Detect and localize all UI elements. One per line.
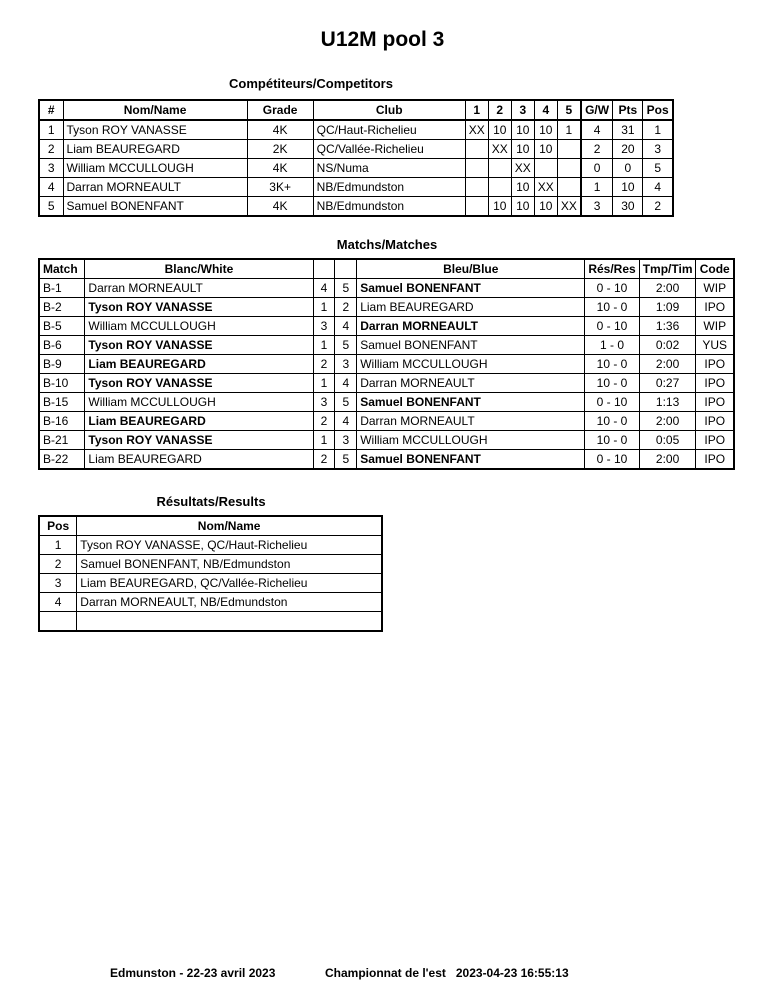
competitor-cell: 10 bbox=[534, 140, 557, 159]
match-time: 2:00 bbox=[639, 450, 696, 470]
competitor-cell: 0 bbox=[581, 159, 613, 178]
column-header bbox=[313, 259, 335, 279]
match-code: YUS bbox=[696, 336, 734, 355]
white-number: 2 bbox=[313, 412, 335, 431]
competitor-cell: 30 bbox=[613, 197, 643, 217]
match-result: 10 - 0 bbox=[585, 431, 639, 450]
competitor-cell: XX bbox=[557, 197, 581, 217]
competitor-cell: 1 bbox=[557, 120, 581, 140]
competitors-heading: Compétiteurs/Competitors bbox=[229, 76, 393, 91]
match-id: B-10 bbox=[39, 374, 85, 393]
blue-number: 4 bbox=[335, 412, 357, 431]
match-result: 0 - 10 bbox=[585, 393, 639, 412]
competitor-cell: 3K+ bbox=[247, 178, 313, 197]
competitor-cell bbox=[465, 197, 488, 217]
white-number: 3 bbox=[313, 393, 335, 412]
white-player: Darran MORNEAULT bbox=[85, 279, 313, 298]
competitor-cell: 10 bbox=[534, 120, 557, 140]
blue-number: 5 bbox=[335, 393, 357, 412]
column-header: Rés/Res bbox=[585, 259, 639, 279]
white-number: 2 bbox=[313, 450, 335, 470]
blue-number: 3 bbox=[335, 355, 357, 374]
blue-player: Samuel BONENFANT bbox=[357, 336, 585, 355]
match-id: B-1 bbox=[39, 279, 85, 298]
match-row bbox=[39, 336, 734, 355]
competitor-cell: 4K bbox=[247, 120, 313, 140]
result-name: Tyson ROY VANASSE, QC/Haut-Richelieu bbox=[77, 536, 382, 555]
competitor-cell: XX bbox=[465, 120, 488, 140]
footer-location: Edmunston - 22-23 avril 2023 bbox=[110, 966, 276, 980]
match-row bbox=[39, 298, 734, 317]
competitor-cell: 31 bbox=[613, 120, 643, 140]
match-row bbox=[39, 374, 734, 393]
match-id: B-6 bbox=[39, 336, 85, 355]
blue-player: Samuel BONENFANT bbox=[357, 393, 585, 412]
competitor-cell: Samuel BONENFANT bbox=[63, 197, 247, 217]
result-position: 2 bbox=[39, 555, 77, 574]
blue-player: William MCCULLOUGH bbox=[357, 431, 585, 450]
white-number: 4 bbox=[313, 279, 335, 298]
column-header: Grade bbox=[247, 100, 313, 120]
match-time: 1:13 bbox=[639, 393, 696, 412]
column-header: 1 bbox=[465, 100, 488, 120]
blue-number: 4 bbox=[335, 317, 357, 336]
blue-player: Darran MORNEAULT bbox=[357, 374, 585, 393]
matches-heading: Matchs/Matches bbox=[336, 237, 438, 252]
result-position: 1 bbox=[39, 536, 77, 555]
column-header: # bbox=[39, 100, 63, 120]
column-header bbox=[335, 259, 357, 279]
white-player: Tyson ROY VANASSE bbox=[85, 431, 313, 450]
competitor-row bbox=[39, 120, 673, 140]
competitor-cell: 10 bbox=[488, 120, 511, 140]
column-header: Blanc/White bbox=[85, 259, 313, 279]
competitor-cell bbox=[557, 178, 581, 197]
blue-number: 3 bbox=[335, 431, 357, 450]
competitor-cell: 10 bbox=[511, 120, 534, 140]
white-player: Tyson ROY VANASSE bbox=[85, 374, 313, 393]
match-row bbox=[39, 279, 734, 298]
column-header: Nom/Name bbox=[77, 516, 382, 536]
blue-player: Samuel BONENFANT bbox=[357, 279, 585, 298]
competitor-cell: Darran MORNEAULT bbox=[63, 178, 247, 197]
competitor-cell: 4 bbox=[581, 120, 613, 140]
match-id: B-9 bbox=[39, 355, 85, 374]
match-row bbox=[39, 393, 734, 412]
competitor-cell: 5 bbox=[643, 159, 673, 178]
competitor-cell: 1 bbox=[643, 120, 673, 140]
page-title: U12M pool 3 bbox=[320, 28, 445, 51]
match-row bbox=[39, 412, 734, 431]
competitor-cell: 10 bbox=[511, 178, 534, 197]
results-heading: Résultats/Results bbox=[156, 494, 266, 509]
white-number: 1 bbox=[313, 336, 335, 355]
match-row bbox=[39, 317, 734, 336]
match-time: 0:02 bbox=[639, 336, 696, 355]
result-name bbox=[77, 612, 382, 632]
match-result: 10 - 0 bbox=[585, 355, 639, 374]
result-row bbox=[39, 536, 382, 555]
match-result: 10 - 0 bbox=[585, 298, 639, 317]
competitor-cell: 2 bbox=[581, 140, 613, 159]
match-result: 0 - 10 bbox=[585, 317, 639, 336]
blue-number: 5 bbox=[335, 336, 357, 355]
white-number: 2 bbox=[313, 355, 335, 374]
footer-event: Championnat de l'est 2023-04-23 16:55:13 bbox=[325, 966, 569, 980]
match-result: 1 - 0 bbox=[585, 336, 639, 355]
competitor-cell: 2 bbox=[39, 140, 63, 159]
match-id: B-16 bbox=[39, 412, 85, 431]
white-player: Tyson ROY VANASSE bbox=[85, 298, 313, 317]
column-header: Nom/Name bbox=[63, 100, 247, 120]
match-code: IPO bbox=[696, 431, 734, 450]
white-player: Liam BEAUREGARD bbox=[85, 355, 313, 374]
competitor-cell bbox=[465, 140, 488, 159]
column-header: 5 bbox=[557, 100, 581, 120]
column-header: 2 bbox=[488, 100, 511, 120]
column-header: 3 bbox=[511, 100, 534, 120]
competitor-row bbox=[39, 197, 673, 217]
competitor-cell: NS/Numa bbox=[313, 159, 465, 178]
blue-player: William MCCULLOUGH bbox=[357, 355, 585, 374]
competitor-cell: XX bbox=[488, 140, 511, 159]
competitor-cell: QC/Haut-Richelieu bbox=[313, 120, 465, 140]
competitor-cell: 2 bbox=[643, 197, 673, 217]
result-row bbox=[39, 612, 382, 632]
blue-number: 5 bbox=[335, 279, 357, 298]
match-time: 1:09 bbox=[639, 298, 696, 317]
match-code: IPO bbox=[696, 393, 734, 412]
white-player: Tyson ROY VANASSE bbox=[85, 336, 313, 355]
match-row bbox=[39, 431, 734, 450]
white-number: 1 bbox=[313, 298, 335, 317]
match-result: 10 - 0 bbox=[585, 412, 639, 431]
column-header: Tmp/Tim bbox=[639, 259, 696, 279]
competitor-cell: QC/Vallée-Richelieu bbox=[313, 140, 465, 159]
competitor-cell: 4K bbox=[247, 159, 313, 178]
match-time: 2:00 bbox=[639, 279, 696, 298]
match-id: B-5 bbox=[39, 317, 85, 336]
white-number: 1 bbox=[313, 431, 335, 450]
match-result: 0 - 10 bbox=[585, 279, 639, 298]
match-code: IPO bbox=[696, 450, 734, 470]
match-code: WIP bbox=[696, 317, 734, 336]
column-header: Match bbox=[39, 259, 85, 279]
competitor-cell: 4 bbox=[39, 178, 63, 197]
competitor-cell: 0 bbox=[613, 159, 643, 178]
competitor-row bbox=[39, 178, 673, 197]
competitor-cell bbox=[465, 159, 488, 178]
matches-table bbox=[38, 258, 735, 470]
blue-player: Darran MORNEAULT bbox=[357, 317, 585, 336]
match-id: B-15 bbox=[39, 393, 85, 412]
result-row bbox=[39, 574, 382, 593]
competitor-row bbox=[39, 140, 673, 159]
match-code: IPO bbox=[696, 374, 734, 393]
competitor-cell bbox=[488, 159, 511, 178]
column-header: Code bbox=[696, 259, 734, 279]
result-row bbox=[39, 593, 382, 612]
column-header: Pos bbox=[643, 100, 673, 120]
column-header: G/W bbox=[581, 100, 613, 120]
match-time: 2:00 bbox=[639, 355, 696, 374]
match-row bbox=[39, 450, 734, 470]
match-result: 10 - 0 bbox=[585, 374, 639, 393]
white-player: Liam BEAUREGARD bbox=[85, 412, 313, 431]
result-name: Darran MORNEAULT, NB/Edmundston bbox=[77, 593, 382, 612]
blue-number: 5 bbox=[335, 450, 357, 470]
competitor-cell: 3 bbox=[581, 197, 613, 217]
competitor-cell: 1 bbox=[581, 178, 613, 197]
blue-player: Liam BEAUREGARD bbox=[357, 298, 585, 317]
competitor-cell: 20 bbox=[613, 140, 643, 159]
white-player: William MCCULLOUGH bbox=[85, 317, 313, 336]
competitor-cell: 4 bbox=[643, 178, 673, 197]
match-id: B-2 bbox=[39, 298, 85, 317]
competitor-cell: 5 bbox=[39, 197, 63, 217]
match-time: 0:05 bbox=[639, 431, 696, 450]
competitor-cell: NB/Edmundston bbox=[313, 178, 465, 197]
result-row bbox=[39, 555, 382, 574]
competitor-cell: 4K bbox=[247, 197, 313, 217]
blue-player: Darran MORNEAULT bbox=[357, 412, 585, 431]
competitor-cell: 2K bbox=[247, 140, 313, 159]
match-row bbox=[39, 355, 734, 374]
competitor-cell: 3 bbox=[643, 140, 673, 159]
competitor-row bbox=[39, 159, 673, 178]
competitor-cell: 1 bbox=[39, 120, 63, 140]
competitor-cell bbox=[557, 140, 581, 159]
column-header: Pos bbox=[39, 516, 77, 536]
blue-number: 2 bbox=[335, 298, 357, 317]
result-name: Liam BEAUREGARD, QC/Vallée-Richelieu bbox=[77, 574, 382, 593]
match-result: 0 - 10 bbox=[585, 450, 639, 470]
competitor-cell: 10 bbox=[511, 197, 534, 217]
match-code: IPO bbox=[696, 412, 734, 431]
competitor-cell: Tyson ROY VANASSE bbox=[63, 120, 247, 140]
white-player: William MCCULLOUGH bbox=[85, 393, 313, 412]
column-header: Club bbox=[313, 100, 465, 120]
competitor-cell: NB/Edmundston bbox=[313, 197, 465, 217]
column-header: 4 bbox=[534, 100, 557, 120]
white-player: Liam BEAUREGARD bbox=[85, 450, 313, 470]
match-id: B-21 bbox=[39, 431, 85, 450]
match-time: 0:27 bbox=[639, 374, 696, 393]
competitor-cell: XX bbox=[534, 178, 557, 197]
result-position: 4 bbox=[39, 593, 77, 612]
match-id: B-22 bbox=[39, 450, 85, 470]
match-time: 1:36 bbox=[639, 317, 696, 336]
competitor-cell bbox=[488, 178, 511, 197]
competitor-cell bbox=[534, 159, 557, 178]
result-position bbox=[39, 612, 77, 632]
competitor-cell: Liam BEAUREGARD bbox=[63, 140, 247, 159]
competitor-cell: William MCCULLOUGH bbox=[63, 159, 247, 178]
results-table bbox=[38, 515, 383, 632]
competitor-cell: 10 bbox=[488, 197, 511, 217]
column-header: Pts bbox=[613, 100, 643, 120]
match-code: IPO bbox=[696, 355, 734, 374]
competitor-cell: 10 bbox=[613, 178, 643, 197]
result-name: Samuel BONENFANT, NB/Edmundston bbox=[77, 555, 382, 574]
white-number: 3 bbox=[313, 317, 335, 336]
match-code: IPO bbox=[696, 298, 734, 317]
blue-player: Samuel BONENFANT bbox=[357, 450, 585, 470]
competitor-cell bbox=[465, 178, 488, 197]
white-number: 1 bbox=[313, 374, 335, 393]
competitor-cell: 10 bbox=[534, 197, 557, 217]
match-time: 2:00 bbox=[639, 412, 696, 431]
result-position: 3 bbox=[39, 574, 77, 593]
competitor-cell: 10 bbox=[511, 140, 534, 159]
competitor-cell: XX bbox=[511, 159, 534, 178]
competitor-cell bbox=[557, 159, 581, 178]
competitors-table bbox=[38, 99, 674, 217]
blue-number: 4 bbox=[335, 374, 357, 393]
match-code: WIP bbox=[696, 279, 734, 298]
column-header: Bleu/Blue bbox=[357, 259, 585, 279]
competitor-cell: 3 bbox=[39, 159, 63, 178]
